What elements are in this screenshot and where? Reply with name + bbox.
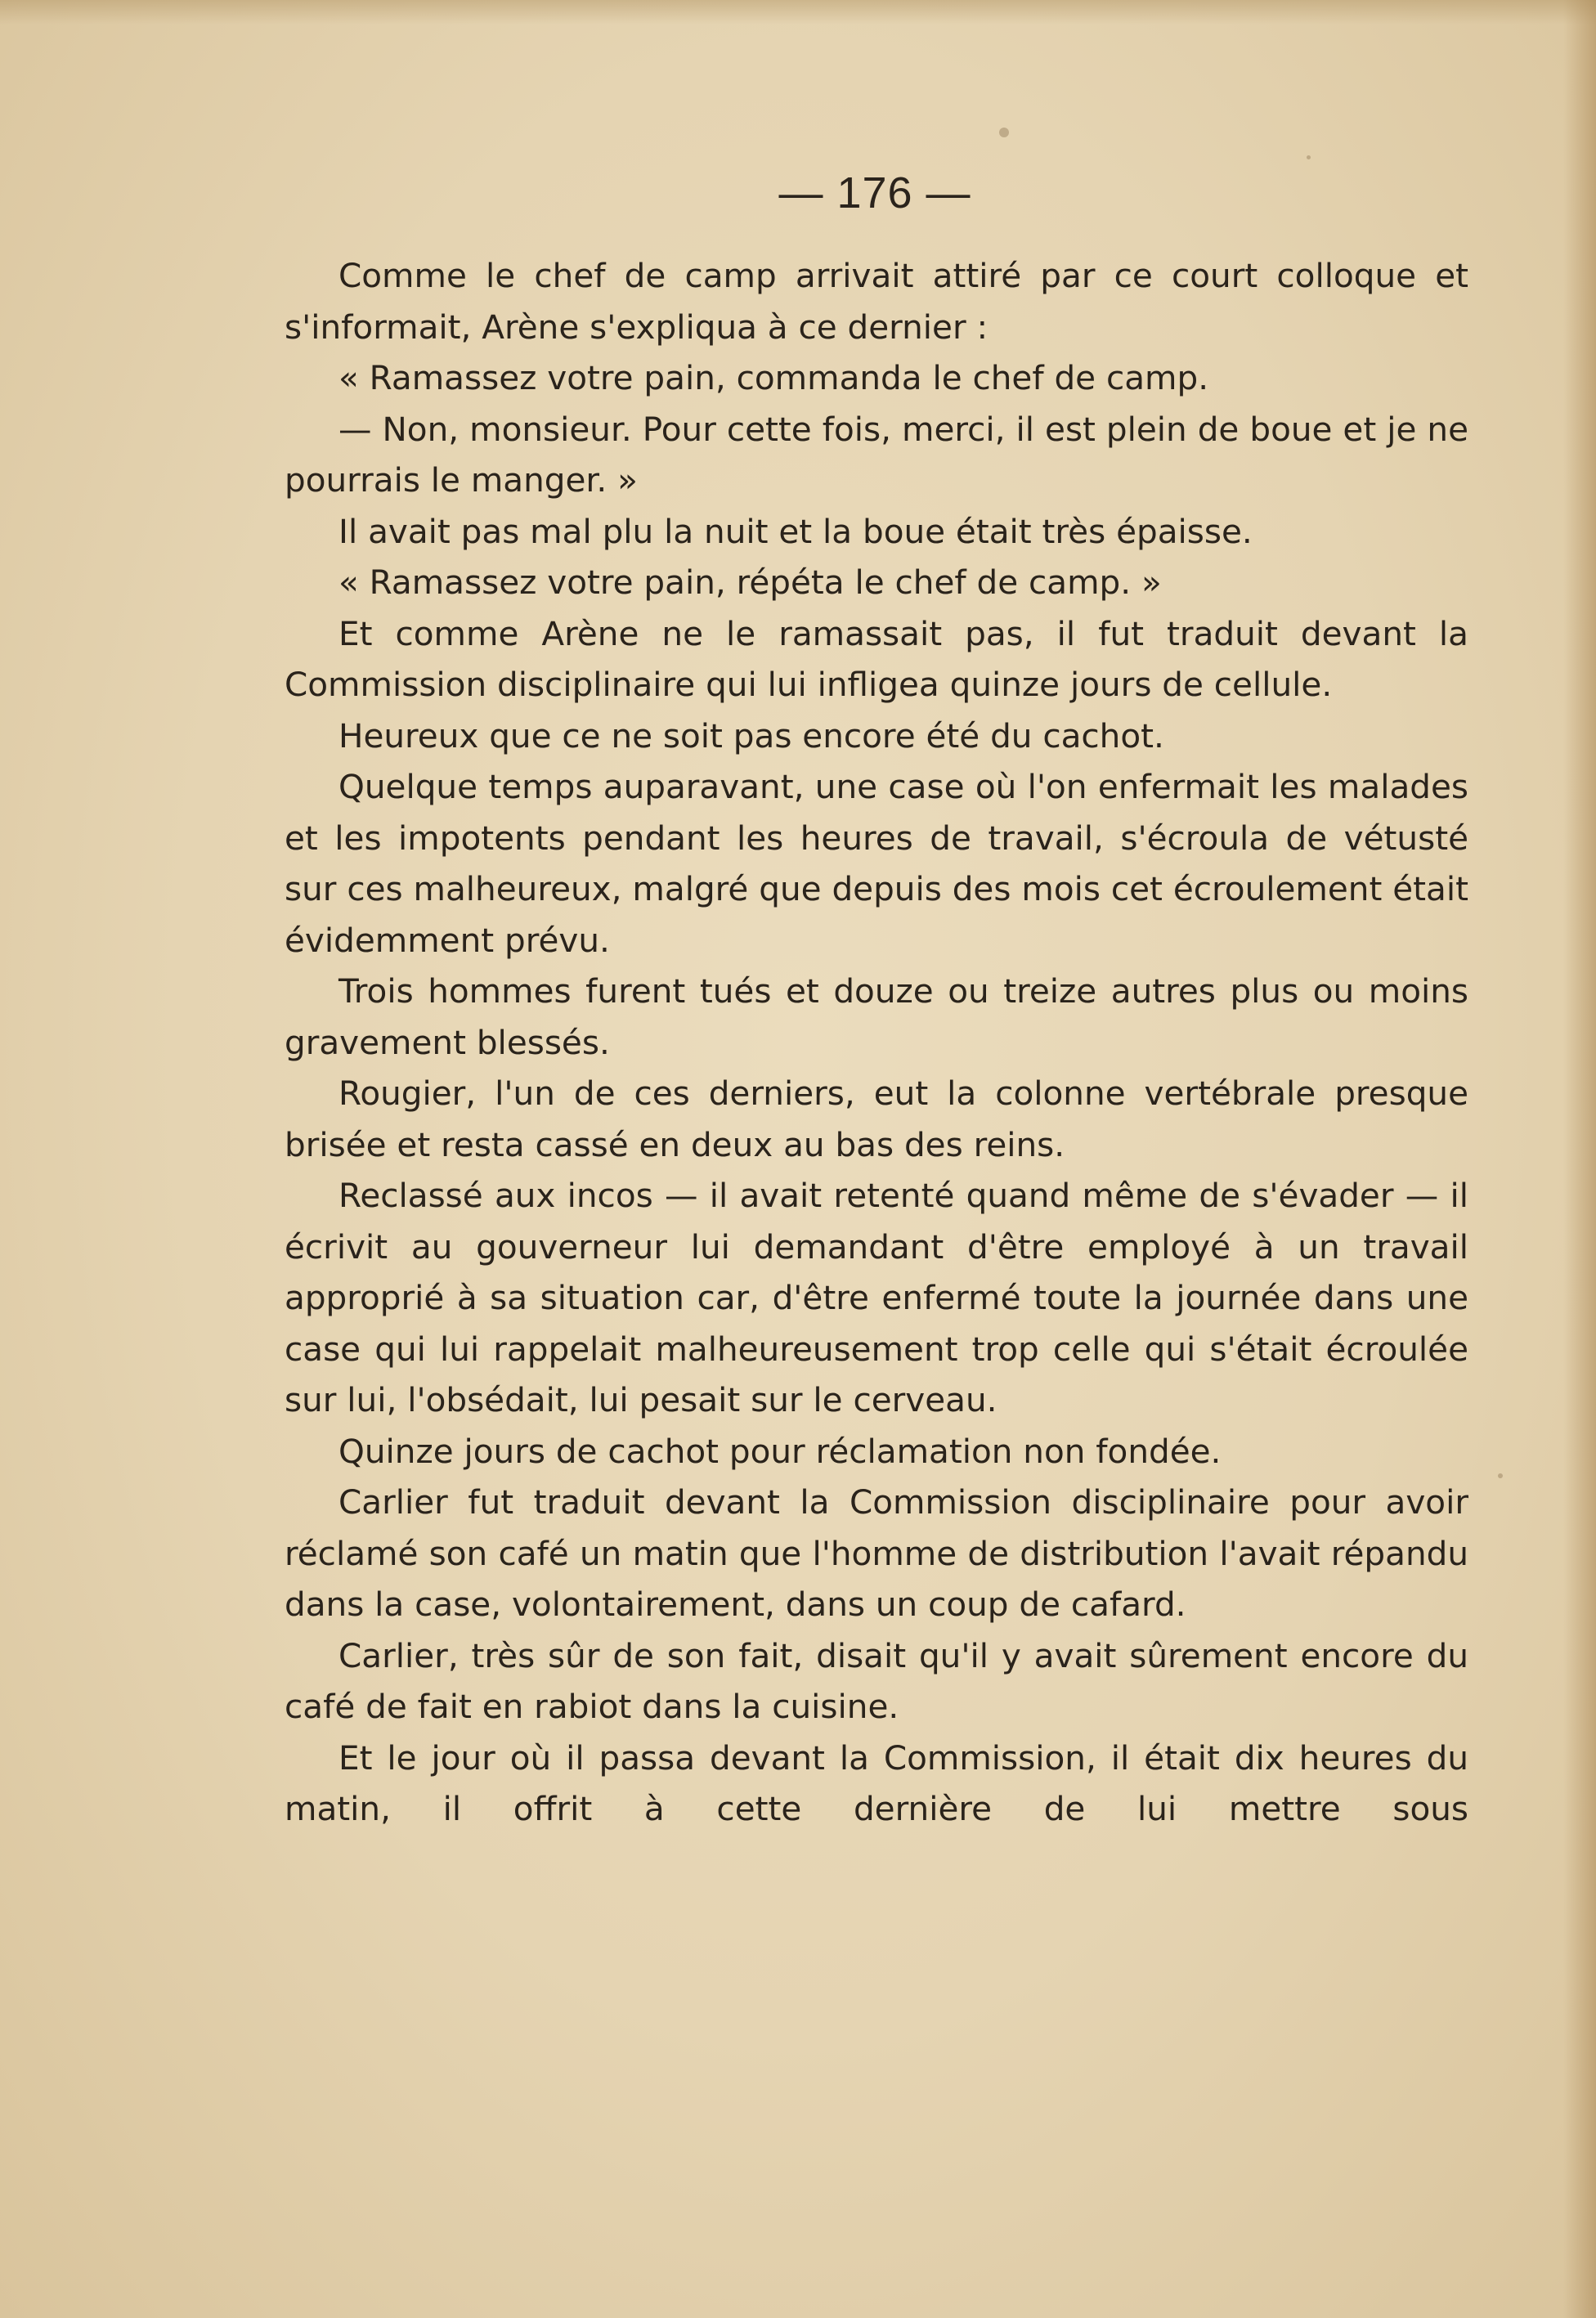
paragraph: — Non, monsieur. Pour cette fois, merci, il est plein de boue et je ne pourrais le manger. » bbox=[285, 409, 1468, 500]
paragraph: Quinze jours de cachot pour réclamation non fondée. bbox=[338, 1431, 1222, 1471]
paragraph: Reclassé aux incos — il avait retenté quand même de s'évader — il écrivit au gouverneur lui demandant d'être employé à un travail approprié à sa situation car, d'être enfermé toute la journée dans une case qui lui rappelait malheureusement trop celle qui s'était écroulée sur lui, l'obsédait, lui pesait sur le cerveau. bbox=[285, 1176, 1468, 1419]
page-number: — 176 — bbox=[778, 168, 971, 217]
page-edge-shadow-top bbox=[0, 0, 1596, 25]
paper-speck bbox=[1307, 155, 1311, 159]
paper-speck bbox=[1498, 1473, 1503, 1478]
body-text bbox=[285, 250, 1468, 1835]
paragraph: Et le jour où il passa devant la Commission, il était dix heures du matin, il offrit à cette dernière de lui mettre sous bbox=[285, 1737, 1468, 1828]
paragraph: Carlier fut traduit devant la Commission disciplinaire pour avoir réclamé son café un matin que l'homme de distribution l'avait répandu dans la case, volontairement, dans un coup de cafard. bbox=[285, 1482, 1468, 1624]
paragraph: Rougier, l'un de ces derniers, eut la colonne vertébrale presque brisée et resta cassé en deux au bas des reins. bbox=[285, 1074, 1468, 1164]
paragraph: Et comme Arène ne le ramassait pas, il fut traduit devant la Commission disciplinaire qui lui infligea quinze jours de cellule. bbox=[285, 613, 1468, 704]
paragraph: Quelque temps auparavant, une case où l'on enfermait les malades et les impotents pendant les heures de travail, s'écroula de vétusté sur ces malheureux, malgré que depuis des mois cet écroulement était évidemment prévu. bbox=[285, 767, 1468, 960]
paragraph: « Ramassez votre pain, commanda le chef de camp. bbox=[338, 358, 1209, 397]
paragraph: Il avait pas mal plu la nuit et la boue était très épaisse. bbox=[338, 511, 1253, 551]
paragraph: Comme le chef de camp arrivait attiré par ce court colloque et s'informait, Arène s'expliqua à ce dernier : bbox=[285, 256, 1468, 347]
page-edge-shadow-right bbox=[1563, 0, 1596, 2318]
paragraph: Heureux que ce ne soit pas encore été du cachot. bbox=[338, 715, 1164, 755]
paper-speck bbox=[999, 128, 1009, 137]
paragraph: Trois hommes furent tués et douze ou treize autres plus ou moins gravement blessés. bbox=[285, 971, 1468, 1062]
paragraph: « Ramassez votre pain, répéta le chef de camp. » bbox=[338, 563, 1162, 602]
paragraph: Carlier, très sûr de son fait, disait qu'il y avait sûrement encore du café de fait en rabiot dans la cuisine. bbox=[285, 1635, 1468, 1726]
